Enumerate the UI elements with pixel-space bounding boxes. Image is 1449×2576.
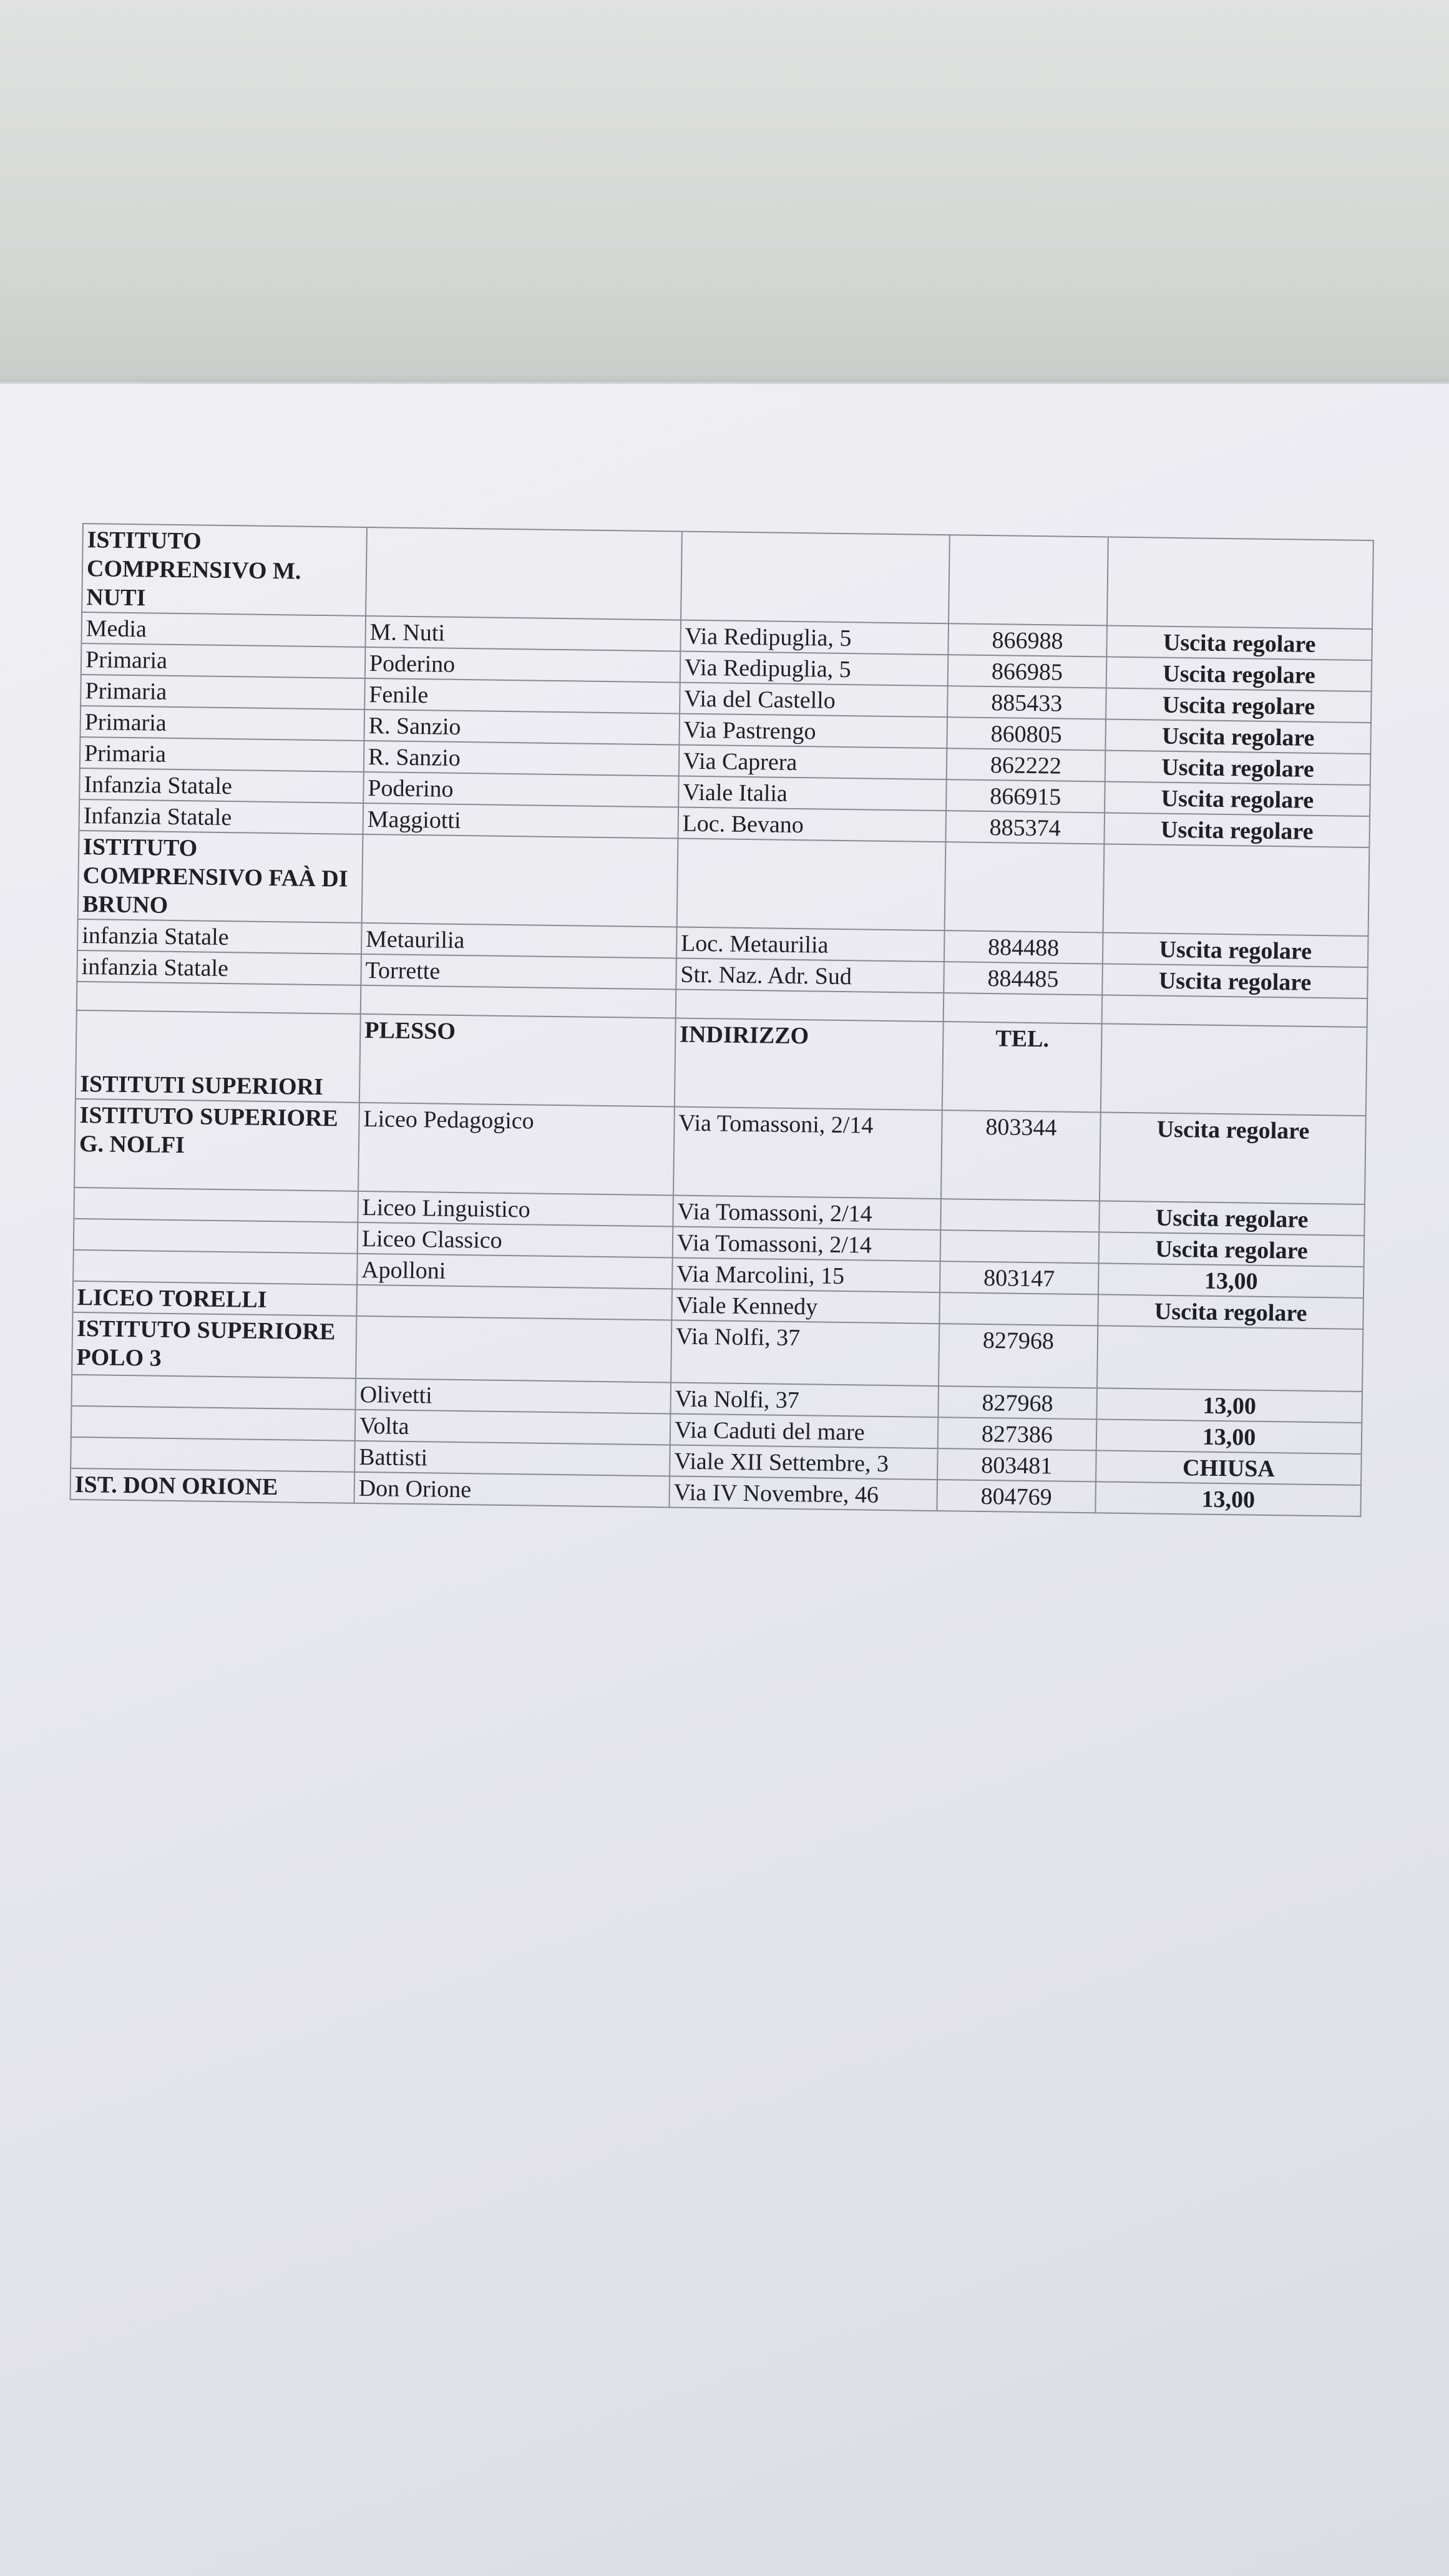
table-cell-1: Infanzia Statale (79, 799, 363, 834)
table-cell-5: Uscita regolare (1099, 1232, 1364, 1267)
table-cell-2: Liceo Pedagogico (358, 1103, 675, 1196)
table-cell-5: Uscita regolare (1106, 719, 1371, 754)
table-cell-3: Via Tomassoni, 2/14 (673, 1226, 940, 1261)
table-cell-4 (949, 535, 1108, 625)
table-cell-4: 866988 (948, 623, 1107, 656)
table-cell-2: M. Nuti (365, 616, 681, 651)
table-cell-1: infanzia Statale (77, 919, 361, 954)
table-cell-5 (1107, 537, 1373, 630)
table-cell-3: Via Pastrengo (679, 714, 947, 749)
table-cell-2 (356, 1285, 672, 1320)
table-cell-4 (940, 1199, 1100, 1232)
table-cell-3: Via Redipuglia, 5 (680, 651, 948, 686)
table-cell-1: infanzia Statale (77, 950, 361, 985)
table-cell-3: Via Nolfi, 37 (671, 1320, 939, 1386)
table-cell-4: 803481 (937, 1448, 1096, 1481)
table-cell-3: Via del Castello (680, 683, 947, 718)
paper-edge (0, 382, 1449, 384)
table-cell-4: TEL. (942, 1022, 1101, 1112)
table-cell-2: Liceo Linguistico (358, 1191, 673, 1227)
table-cell-4: 884485 (944, 962, 1103, 995)
table-cell-4 (944, 842, 1104, 932)
table-cell-1: Primaria (80, 737, 364, 772)
table-cell-3: Via Marcolini, 15 (672, 1257, 940, 1292)
table-cell-5: 13,00 (1098, 1263, 1364, 1298)
table-cell-1 (71, 1406, 355, 1441)
table-cell-2: Poderino (365, 647, 681, 683)
table-cell-5 (1102, 995, 1367, 1027)
table-cell-5: Uscita regolare (1105, 812, 1370, 847)
table-cell-4: 827968 (938, 1386, 1097, 1419)
table-cell-5: Uscita regolare (1106, 657, 1372, 692)
table-cell-2 (362, 834, 678, 927)
table-cell-2: Liceo Classico (358, 1222, 673, 1258)
table-cell-3: Via IV Novembre, 46 (669, 1476, 937, 1511)
table-cell-2 (366, 527, 682, 620)
table-cell-2: Poderino (363, 772, 679, 807)
table-cell-1 (71, 1437, 354, 1472)
table-cell-2: Don Orione (354, 1472, 670, 1508)
table-cell-2 (356, 1316, 671, 1383)
table-cell-5: Uscita regolare (1100, 1112, 1366, 1204)
table-cell-1: Primaria (81, 643, 365, 678)
table-cell-4: 885433 (947, 686, 1106, 719)
table-cell-5: Uscita regolare (1105, 781, 1370, 816)
table-cell-4: 866985 (947, 655, 1106, 688)
table-cell-2: Maggiotti (363, 803, 678, 839)
table-cell-1: ISTITUTO SUPERIORE POLO 3 (72, 1312, 356, 1378)
table-cell-3 (676, 839, 945, 931)
table-cell-2: Volta (355, 1410, 671, 1445)
table-cell-2: Apolloni (357, 1254, 673, 1289)
table-cell-2: Fenile (364, 678, 680, 714)
table-cell-4: 827968 (939, 1324, 1098, 1388)
table-cell-4 (940, 1230, 1099, 1263)
table-row (82, 524, 1373, 629)
table-cell-2: PLESSO (359, 1014, 676, 1107)
table-cell-5 (1103, 844, 1370, 936)
table-cell-3 (681, 532, 950, 624)
table-cell-5 (1101, 1023, 1367, 1116)
table-cell-4: 803344 (941, 1110, 1101, 1201)
table-cell-5: Uscita regolare (1102, 964, 1367, 998)
table-cell-3: Loc. Bevano (678, 807, 945, 842)
table-cell-1 (77, 982, 361, 1014)
table-cell-1: ISTITUTO COMPRENSIVO FAÀ DI BRUNO (78, 831, 363, 923)
schools-table (70, 523, 1374, 1517)
table-cell-5: CHIUSA (1096, 1450, 1361, 1485)
table-cell-1: Primaria (80, 706, 364, 741)
background-wall (0, 0, 1449, 399)
table-cell-2 (361, 985, 676, 1018)
table-cell-5: 13,00 (1096, 1388, 1362, 1423)
schools-table-body (71, 524, 1373, 1516)
table-cell-5: Uscita regolare (1106, 626, 1372, 661)
table-cell-5 (1097, 1325, 1363, 1392)
table-cell-3: Via Tomassoni, 2/14 (673, 1195, 940, 1230)
table-cell-5: Uscita regolare (1106, 688, 1371, 723)
table-cell-3: Via Caprera (679, 745, 947, 780)
table-cell-5: Uscita regolare (1103, 932, 1368, 967)
table-cell-3: Viale Italia (678, 776, 946, 811)
table-cell-3: INDIRIZZO (675, 1018, 944, 1111)
table-cell-1 (74, 1188, 358, 1222)
table-cell-5: 13,00 (1096, 1481, 1361, 1516)
table-cell-1: ISTITUTO COMPRENSIVO M. NUTI (82, 524, 367, 616)
table-cell-1: IST. DON ORIONE (71, 1468, 354, 1503)
table-cell-3: Via Redipuglia, 5 (680, 620, 948, 655)
table-cell-4: 860805 (947, 717, 1106, 750)
table-cell-1: LICEO TORELLI (72, 1281, 356, 1316)
table-cell-3: Viale Kennedy (671, 1289, 939, 1324)
table-cell-4 (939, 1292, 1098, 1325)
table-cell-1: ISTITUTI SUPERIORI (76, 1010, 361, 1103)
table-cell-1: Media (81, 612, 365, 647)
table-cell-4: 862222 (946, 748, 1105, 781)
table-cell-1: Infanzia Statale (79, 768, 363, 803)
table-cell-2: R. Sanzio (364, 741, 680, 776)
table-cell-1 (74, 1219, 358, 1254)
table-cell-2: R. Sanzio (364, 710, 680, 745)
table-cell-2: Torrette (361, 954, 676, 990)
table-cell-4: 885374 (945, 811, 1105, 844)
table-cell-4: 804769 (937, 1480, 1096, 1513)
table-cell-3: Loc. Metaurilia (676, 927, 944, 962)
table-cell-3 (676, 990, 944, 1022)
table-cell-5: 13,00 (1096, 1419, 1362, 1454)
table-cell-2: Battisti (354, 1441, 670, 1476)
table-cell-1 (73, 1250, 357, 1285)
table-cell-4: 866915 (946, 779, 1105, 812)
table-cell-4: 803147 (940, 1261, 1099, 1294)
table-cell-3: Str. Naz. Adr. Sud (676, 959, 944, 993)
table-cell-1 (71, 1375, 355, 1410)
table-cell-4 (943, 993, 1102, 1023)
table-row (78, 831, 1370, 936)
table-cell-4: 827386 (937, 1417, 1096, 1450)
table-row (76, 1010, 1367, 1116)
table-cell-5: Uscita regolare (1099, 1201, 1364, 1236)
table-cell-3: Via Tomassoni, 2/14 (673, 1106, 942, 1199)
table-cell-3: Viale XII Settembre, 3 (670, 1445, 937, 1480)
table-cell-1: ISTITUTO SUPERIORE G. NOLFI (74, 1099, 359, 1191)
table-row (74, 1099, 1366, 1204)
table-cell-2: Metaurilia (361, 923, 677, 959)
table-cell-3: Via Nolfi, 37 (670, 1382, 938, 1417)
table-cell-5: Uscita regolare (1105, 750, 1370, 785)
table-cell-3: Via Caduti del mare (670, 1413, 938, 1448)
table-cell-4: 884488 (944, 930, 1103, 964)
table-cell-2: Olivetti (355, 1378, 671, 1414)
table-cell-5: Uscita regolare (1098, 1294, 1363, 1329)
table-cell-1: Primaria (80, 675, 364, 710)
